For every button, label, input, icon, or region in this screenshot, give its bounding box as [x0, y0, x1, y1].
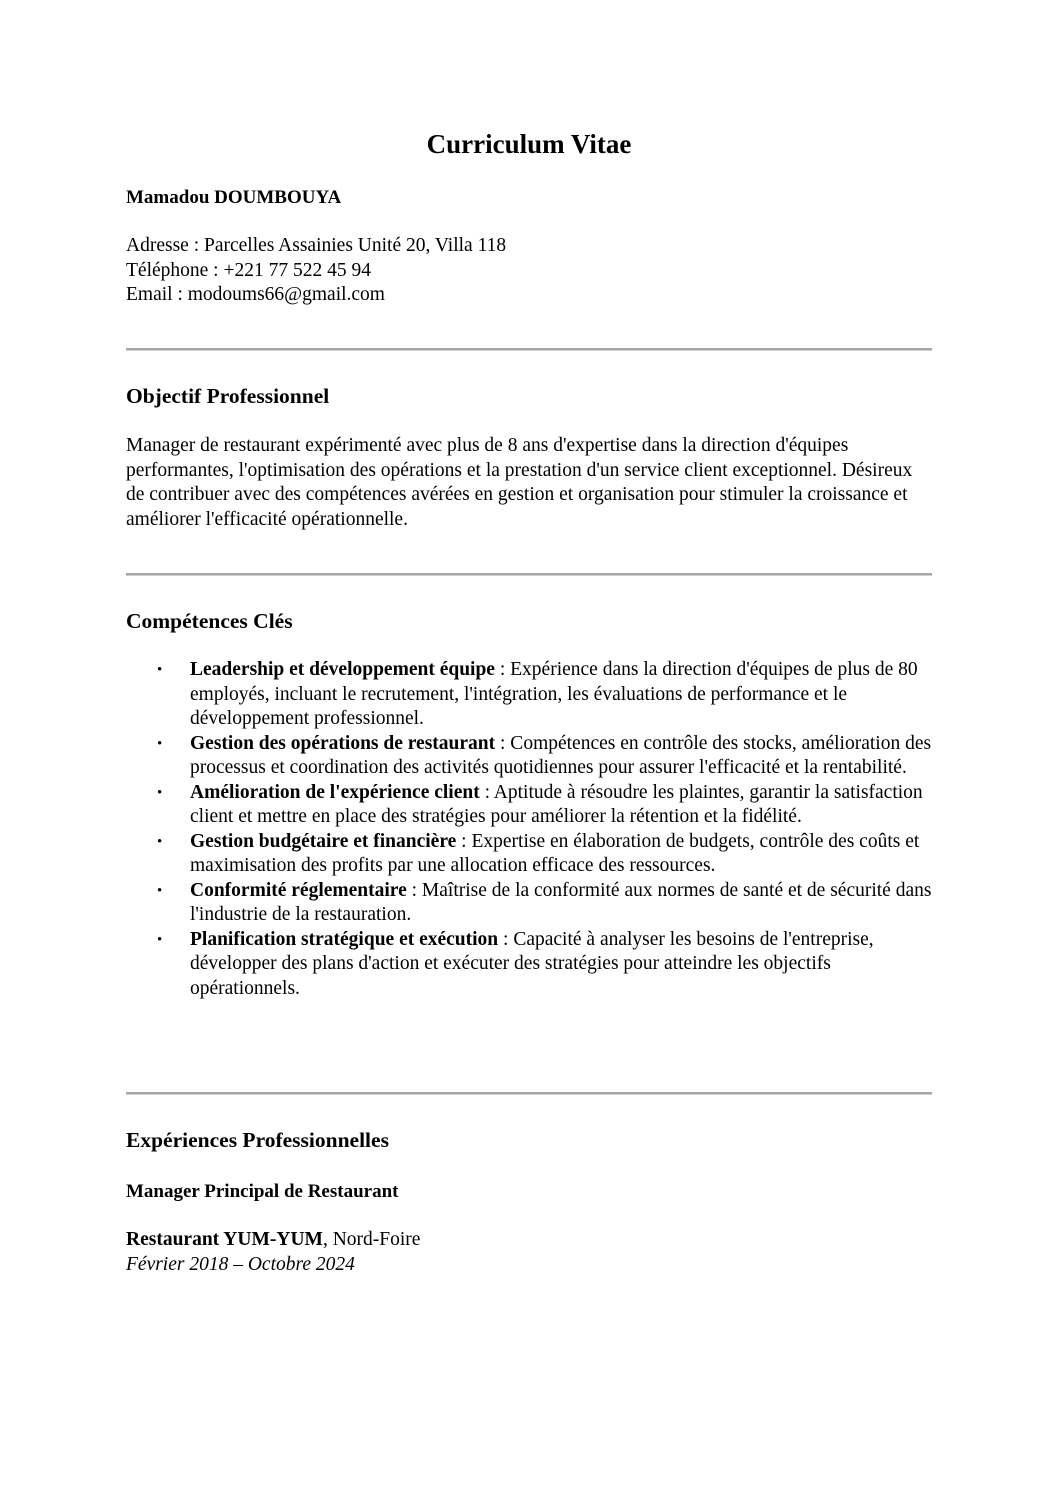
skill-description: : Aptitude à résoudre les plaintes, garantir la satisfaction client et mettre en place des stratégies pour améliorer la rétention et la fidélité.	[190, 781, 923, 827]
contact-email: Email : modoums66@gmail.com	[126, 284, 385, 305]
candidate-name: Mamadou DOUMBOUYA	[126, 187, 342, 208]
skill-description: : Capacité à analyser les besoins de l'entreprise, développer des plans d'action et exécuter des stratégies pour atteindre les objectifs opérationnels.	[190, 928, 874, 999]
skills-list	[126, 658, 932, 1001]
skill-item	[126, 781, 932, 830]
skill-description: : Expertise en élaboration de budgets, contrôle des coûts et maximisation des profits par une allocation efficace des ressources.	[190, 830, 920, 876]
contact-block	[126, 234, 506, 308]
company-location: , Nord-Foire	[322, 1229, 421, 1250]
section-divider	[126, 573, 932, 576]
job-employer	[126, 1228, 420, 1253]
bullet-icon: •	[157, 662, 163, 678]
skill-name: Planification stratégique et exécution	[190, 928, 499, 950]
bullet-icon: •	[157, 833, 163, 850]
skill-name: Conformité réglementaire	[190, 879, 407, 901]
section-divider	[126, 348, 932, 351]
bullet-icon: •	[157, 931, 163, 948]
cv-page	[126, 0, 932, 1497]
skill-description: : Maîtrise de la conformité aux normes de santé et de sécurité dans l'industrie de la restauration.	[190, 879, 932, 925]
skill-item	[126, 830, 932, 879]
skill-item	[126, 928, 932, 1002]
experience-heading: Expériences Professionnelles	[126, 1128, 389, 1152]
contact-phone: Téléphone : +221 77 522 45 94	[126, 259, 371, 281]
skill-description: : Expérience dans la direction d'équipes de plus de 80 employés, incluant le recrutement, l'intégration, les évaluations de performance et le développement professionnel.	[190, 659, 918, 729]
skill-item	[126, 732, 932, 781]
bullet-icon: •	[157, 735, 163, 752]
skill-name: Gestion budgétaire et financière	[190, 830, 457, 852]
section-divider	[126, 1092, 932, 1095]
job-dates: Février 2018 – Octobre 2024	[126, 1254, 355, 1275]
job-title: Manager Principal de Restaurant	[126, 1181, 399, 1202]
bullet-icon: •	[157, 882, 163, 899]
skill-name: Gestion des opérations de restaurant	[190, 732, 496, 754]
skill-item	[126, 879, 932, 928]
objective-text: Manager de restaurant expérimenté avec plus de 8 ans d'expertise dans la direction d'équipes performantes, l'optimisation des opérations et la prestation d'un service client exceptionnel. Désireux de contribuer avec des compétences avérées en gestion et organisation pour stimuler la croissance et améliorer l'efficacité opérationnelle.	[126, 435, 913, 530]
skill-name: Leadership et développement équipe	[190, 659, 495, 680]
skill-description: : Compétences en contrôle des stocks, amélioration des processus et coordination des activités quotidiennes pour assurer l'efficacité et la rentabilité.	[190, 732, 932, 778]
document-title: Curriculum Vitae	[426, 129, 632, 159]
bullet-icon: •	[157, 784, 163, 801]
contact-address: Adresse : Parcelles Assainies Unité 20, Villa 118	[126, 235, 507, 256]
skill-name: Amélioration de l'expérience client	[190, 781, 480, 803]
objective-heading: Objectif Professionnel	[126, 384, 330, 408]
skills-heading: Compétences Clés	[126, 609, 293, 633]
company-name: Restaurant YUM-YUM	[126, 1229, 323, 1250]
skill-item	[126, 658, 932, 732]
